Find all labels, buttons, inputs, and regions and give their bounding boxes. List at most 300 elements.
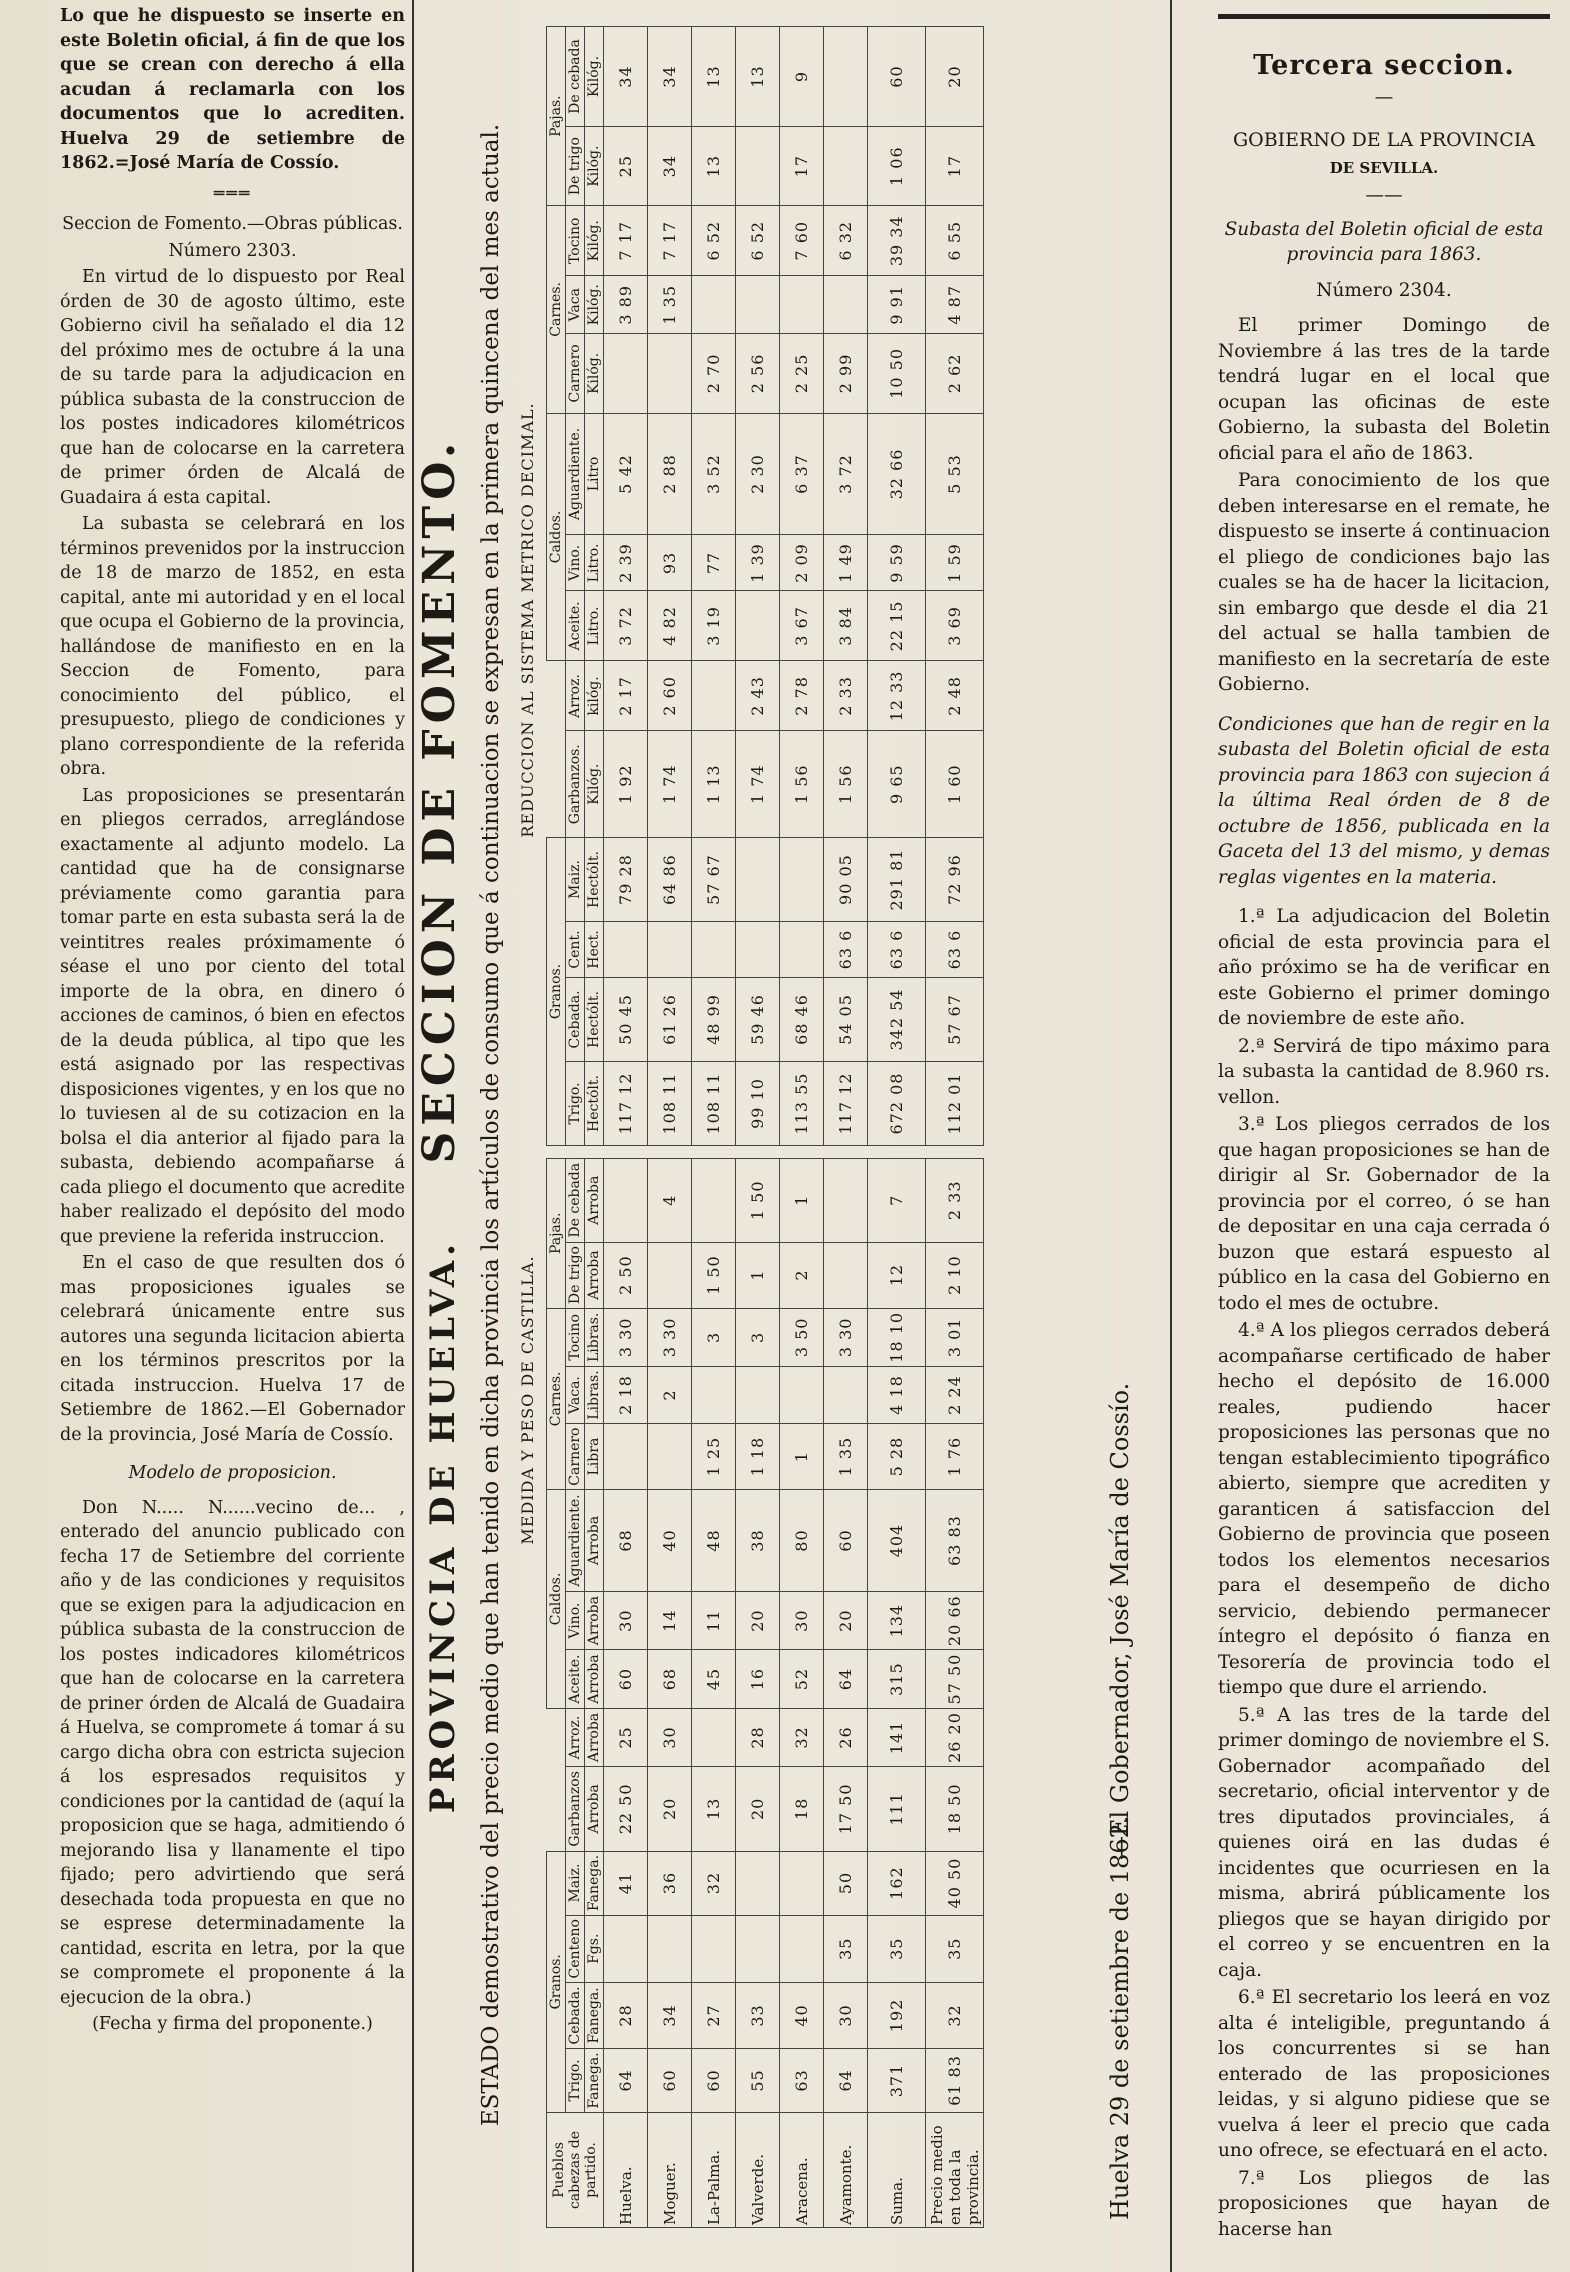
table-cell: 13 bbox=[736, 27, 780, 127]
left-column bbox=[60, 4, 405, 2039]
table-cell: 2 99 bbox=[824, 334, 868, 413]
table-row bbox=[604, 27, 648, 1146]
table-cell: 1 59 bbox=[926, 535, 984, 591]
table-cell bbox=[824, 276, 868, 334]
unit-left-col: Fanega. bbox=[585, 1982, 604, 2048]
unit-left-col: Libras. bbox=[585, 1308, 604, 1366]
table-cell: 26 bbox=[824, 1708, 868, 1766]
table-cell: 5 42 bbox=[604, 413, 648, 535]
header-right-col: Aceite. bbox=[566, 591, 585, 661]
table-cell: 1 76 bbox=[926, 1424, 984, 1490]
table-cell: 1 56 bbox=[780, 731, 824, 838]
table-cell: 2 78 bbox=[780, 661, 824, 731]
unit-left-col: Fanega. bbox=[585, 2048, 604, 2112]
table-cell: 6 37 bbox=[780, 413, 824, 535]
table-cell: 9 59 bbox=[868, 535, 926, 591]
table-cell bbox=[736, 127, 780, 206]
header-right-col: Tocino bbox=[566, 206, 585, 276]
table-cell: 11 bbox=[692, 1591, 736, 1649]
table-cell bbox=[780, 1367, 824, 1424]
table-cell: 20 bbox=[736, 1767, 780, 1851]
table-cell bbox=[604, 334, 648, 413]
unit-right-col: Kilóg. bbox=[585, 127, 604, 206]
table-cell bbox=[736, 1851, 780, 1915]
table-cell: 34 bbox=[648, 1982, 692, 2048]
notice-number-right: Número 2304. bbox=[1316, 279, 1452, 301]
table-row bbox=[780, 27, 824, 1146]
table-cell: 9 bbox=[780, 27, 824, 127]
table-cell: 50 bbox=[824, 1851, 868, 1915]
header-left-col: Tocino bbox=[566, 1308, 585, 1366]
unit-right-col: Litro. bbox=[585, 591, 604, 661]
table-cell: 93 bbox=[648, 535, 692, 591]
table-cell: 48 99 bbox=[692, 978, 736, 1062]
header-pueblos: Pueblos cabezas de partido. bbox=[547, 2113, 604, 2228]
group-granos: Granos. bbox=[547, 1851, 566, 2112]
table-cell bbox=[692, 922, 736, 978]
table-cell: 32 bbox=[926, 1982, 984, 2048]
table-cell: 113 55 bbox=[780, 1062, 824, 1146]
rotated-price-table-block bbox=[406, 10, 1206, 2240]
table-cell: 4 18 bbox=[868, 1367, 926, 1424]
table-cell: 2 39 bbox=[604, 535, 648, 591]
table-cell: 57 50 bbox=[926, 1650, 984, 1708]
table-cell: 16 bbox=[736, 1650, 780, 1708]
table-cell: 20 66 bbox=[926, 1591, 984, 1649]
table-cell: 4 bbox=[648, 1159, 692, 1243]
table-cell bbox=[604, 1424, 648, 1490]
unit-right-col: Hectólt. bbox=[585, 838, 604, 922]
table-cell: 2 bbox=[648, 1367, 692, 1424]
table-subtitle: ESTADO demostrativo del precio medio que han tenido en dicha provincia los artículos de consumo que á continuacion se expresan en la primera quincena del mes actual. bbox=[478, 123, 504, 2127]
table-cell: 4 82 bbox=[648, 591, 692, 661]
header-right-col: Aguardiente. bbox=[566, 413, 585, 535]
table-cell: 3 bbox=[736, 1308, 780, 1366]
unit-right-col: Litro bbox=[585, 413, 604, 535]
row-town-name: La-Palma. bbox=[692, 2113, 736, 2228]
table-cell: 35 bbox=[868, 1915, 926, 1982]
table-cell: 13 bbox=[692, 1767, 736, 1851]
table-cell: 50 45 bbox=[604, 978, 648, 1062]
right-paragraph-1: El primer Domingo de Noviembre á las tres de la tarde tendrá lugar en el local que ocupan las oficinas de este Gobierno, la subasta del Boletin oficial para el año de 1863. bbox=[1218, 315, 1550, 464]
table-cell: 6 32 bbox=[824, 206, 868, 276]
table-cell: 2 60 bbox=[648, 661, 692, 731]
table-cell: 17 bbox=[780, 127, 824, 206]
table-cell: 7 17 bbox=[604, 206, 648, 276]
table-cell: 7 60 bbox=[780, 206, 824, 276]
table-cell bbox=[824, 1159, 868, 1243]
unit-right-col: Hectólt. bbox=[585, 1062, 604, 1146]
table-cell: 3 89 bbox=[604, 276, 648, 334]
table-cell: 2 48 bbox=[926, 661, 984, 731]
table-cell: 371 bbox=[868, 2048, 926, 2112]
table-cell bbox=[692, 276, 736, 334]
table-cell: 90 05 bbox=[824, 838, 868, 922]
table-cell: 3 72 bbox=[604, 591, 648, 661]
unit-left-col: Fgs. bbox=[585, 1915, 604, 1982]
table-cell: 52 bbox=[780, 1650, 824, 1708]
table-cell: 2 56 bbox=[736, 334, 780, 413]
caption-metric: REDUCCION AL SISTEMA METRICO DECIMAL. bbox=[518, 402, 537, 838]
table-cell bbox=[780, 276, 824, 334]
row-town-name: Aracena. bbox=[780, 2113, 824, 2228]
header-left-col: De trigo bbox=[566, 1242, 585, 1308]
section-title: SECCION DE FOMENTO. bbox=[414, 436, 465, 1164]
table-cell: 1 13 bbox=[692, 731, 736, 838]
table-cell: 3 72 bbox=[824, 413, 868, 535]
table-cell: 112 01 bbox=[926, 1062, 984, 1146]
condition-3: 3.ª Los pliegos cerrados de los que hagan proposiciones se han de dirigir al Sr. Gobernador de la provincia por el correo, ó se han de depositar en una caja cerrada ó buzon que estará espuesto al público en la casa del Gobierno en todo el mes de octubre. bbox=[1218, 1114, 1550, 1314]
table-cell: 3 30 bbox=[604, 1308, 648, 1366]
table-cell: 18 50 bbox=[926, 1767, 984, 1851]
table-cell: 25 bbox=[604, 1708, 648, 1766]
header-left-col: Trigo. bbox=[566, 2048, 585, 2112]
header-right-col: Cent. bbox=[566, 922, 585, 978]
table-cell: 3 67 bbox=[780, 591, 824, 661]
table-row bbox=[604, 1159, 648, 2228]
table-cell bbox=[692, 1915, 736, 1982]
table-cell: 108 11 bbox=[648, 1062, 692, 1146]
table-cell bbox=[648, 922, 692, 978]
paragraph-3: Las proposiciones se presentarán en pliegos cerrados, arreglándose exactamente al adjunto modelo. La cantidad que ha de consignarse préviamente como garantia para tomar parte en esta subasta será la de veintitres reales próximamente ó séase el uno por ciento del total importe de la obra, en dinero ó acciones de caminos, ó bien en efectos de la deuda pública, al tipo que les está asignado por las respectivas disposiciones vigentes, y en los que no lo tuviesen al de su cotizacion en la bolsa el dia anterior al fijado para la subasta, debiendo acompañarse á cada pliego el documento que acredite haber realizado el depósito del modo que previene la referida instruccion. bbox=[60, 785, 405, 1247]
unit-left-col: Libra bbox=[585, 1424, 604, 1490]
conditions-heading: Condiciones que han de regir en la subasta del Boletin oficial de esta provincia para 1863 con sujecion á la última Real órden de 8 de octubre de 1856, publicada en la Gaceta del 13 del mismo, y demas reglas vigentes en la materia. bbox=[1218, 713, 1550, 888]
condition-4: 4.ª A los pliegos cerrados deberá acompañarse certificado de haber hecho el depósito de 16.000 reales, pudiendo hacer proposiciones las personas que no tengan establecimiento tipográfico abierto, siempre que acrediten y garanticen á satisfaccion del Gobierno de provincia que poseen todos los elementos necesarios para el desempeño de dicho servicio, debiendo permanecer íntegro el depósito ó fianza en Tesorería de provincia todo el tiempo que dure el arriendo. bbox=[1218, 1320, 1550, 1698]
header-left-col: Arroz. bbox=[566, 1708, 585, 1766]
table-cell: 63 6 bbox=[824, 922, 868, 978]
intro-paragraph: Lo que he dispuesto se inserte en este Boletin oficial, á fin de que los que se crean con derecho á ella acudan á reclamarla con los documentos que lo acrediten. Huelva 29 de setiembre de 1862.=José María de Cossío. bbox=[60, 6, 405, 173]
table-cell bbox=[736, 1915, 780, 1982]
header-right-col: Maiz. bbox=[566, 838, 585, 922]
table-cell: 3 50 bbox=[780, 1308, 824, 1366]
table-row bbox=[868, 1159, 926, 2228]
section-header: Tercera seccion. bbox=[1253, 50, 1515, 81]
table-cell: 36 bbox=[648, 1851, 692, 1915]
top-rule bbox=[1218, 14, 1550, 19]
table-cell: 30 bbox=[648, 1708, 692, 1766]
table-cell bbox=[824, 27, 868, 127]
table-cell bbox=[736, 922, 780, 978]
signature-line: (Fecha y firma del proponente.) bbox=[92, 2014, 373, 2034]
table-cell bbox=[692, 1159, 736, 1243]
unit-right-col: Kilóg. bbox=[585, 27, 604, 127]
table-cell: 134 bbox=[868, 1591, 926, 1649]
table-row bbox=[868, 27, 926, 1146]
table-cell bbox=[824, 1242, 868, 1308]
table-cell: 1 74 bbox=[736, 731, 780, 838]
table-cell bbox=[648, 1242, 692, 1308]
table-cell: 17 50 bbox=[824, 1767, 868, 1851]
table-cell bbox=[648, 334, 692, 413]
table-cell: 2 24 bbox=[926, 1367, 984, 1424]
paragraph-5: Don N..... N......vecino de... , enterado del anuncio publicado con fecha 17 de Setiembre del corriente año y de las condiciones y requisitos que se exigen para la adjudicacion en pública subasta de la construccion de los postes indicadores kilométricos que han de colocarse en la carretera de priner órden de Alcalá de Guadaira á Huelva, se compromete á tomar á su cargo dicha obra con estricta sujecion á los espresados requisitos y condiciones por la cantidad de (aquí la proposicion que se haga, admitiendo ó mejorando lisa y llanamente el tipo fijado; pero advirtiendo que será desechada toda propuesta en que no se esprese determinadamente la cantidad, escrita en letra, por la que se compromete el proponente á la ejecucion de la obra.) bbox=[60, 1497, 405, 2008]
header-right-col: Trigo. bbox=[566, 1062, 585, 1146]
header-left-col: Vino. bbox=[566, 1591, 585, 1649]
table-cell: 672 08 bbox=[868, 1062, 926, 1146]
footer-date: Huelva 29 de setiembre de 1862. bbox=[1106, 1815, 1134, 2220]
table-cell: 99 10 bbox=[736, 1062, 780, 1146]
row-town-name: Moguer. bbox=[648, 2113, 692, 2228]
table-cell: 18 10 bbox=[868, 1308, 926, 1366]
table-cell: 1 35 bbox=[824, 1424, 868, 1490]
table-row bbox=[736, 1159, 780, 2228]
table-row bbox=[824, 1159, 868, 2228]
table-cell bbox=[648, 1424, 692, 1490]
table-castilla bbox=[546, 1158, 984, 2228]
table-cell: 1 50 bbox=[692, 1242, 736, 1308]
table-cell: 25 bbox=[604, 127, 648, 206]
table-cell: 22 50 bbox=[604, 1767, 648, 1851]
table-cell: 63 6 bbox=[868, 922, 926, 978]
table-cell: 2 18 bbox=[604, 1367, 648, 1424]
table-cell: 2 30 bbox=[736, 413, 780, 535]
table-cell: 34 bbox=[648, 127, 692, 206]
header-right-col: Carnero bbox=[566, 334, 585, 413]
table-cell: 60 bbox=[648, 2048, 692, 2112]
table-cell: 9 65 bbox=[868, 731, 926, 838]
table-cell: 54 05 bbox=[824, 978, 868, 1062]
table-cell: 57 67 bbox=[692, 838, 736, 922]
table-cell: 64 86 bbox=[648, 838, 692, 922]
table-cell bbox=[736, 591, 780, 661]
header-left-col: Garbanzos bbox=[566, 1767, 585, 1851]
table-cell: 3 52 bbox=[692, 413, 736, 535]
table-cell: 141 bbox=[868, 1708, 926, 1766]
table-cell: 32 bbox=[692, 1851, 736, 1915]
table-cell: 1 35 bbox=[648, 276, 692, 334]
header-left-col: Cebada. bbox=[566, 1982, 585, 2048]
notice-number: Número 2303. bbox=[168, 240, 297, 261]
table-cell: 48 bbox=[692, 1490, 736, 1592]
unit-left-col: Arroba bbox=[585, 1159, 604, 1243]
table-cell: 35 bbox=[824, 1915, 868, 1982]
table-cell: 1 39 bbox=[736, 535, 780, 591]
table-cell: 35 bbox=[926, 1915, 984, 1982]
table-cell: 61 83 bbox=[926, 2048, 984, 2112]
province-title: PROVINCIA DE HUELVA. bbox=[423, 1239, 463, 1814]
table-cell: 77 bbox=[692, 535, 736, 591]
header-left-col: De cebada bbox=[566, 1159, 585, 1243]
table-cell: 315 bbox=[868, 1650, 926, 1708]
table-cell bbox=[824, 1367, 868, 1424]
table-row bbox=[692, 27, 736, 1146]
condition-1: 1.ª La adjudicacion del Boletin oficial de esta provincia para el año próximo se ha de verificar en este Gobierno el primer domingo de noviembre de este año. bbox=[1218, 906, 1550, 1029]
table-cell: 59 46 bbox=[736, 978, 780, 1062]
table-cell bbox=[692, 661, 736, 731]
header-left-col: Carnero bbox=[566, 1424, 585, 1490]
unit-right-col: Kilóg. bbox=[585, 276, 604, 334]
government-subtitle: DE SEVILLA. bbox=[1329, 158, 1439, 177]
table-cell: 2 10 bbox=[926, 1242, 984, 1308]
table-cell bbox=[824, 127, 868, 206]
table-cell: 32 66 bbox=[868, 413, 926, 535]
header-right-col: Vaca bbox=[566, 276, 585, 334]
table-cell: 34 bbox=[604, 27, 648, 127]
row-town-name: Valverde. bbox=[736, 2113, 780, 2228]
paragraph-4: En el caso de que resulten dos ó mas proposiciones iguales se celebrará únicamente entre sus autores una segunda licitacion abierta en los términos prescritos por la citada instruccion. Huelva 17 de Setiembre de 1862.—El Gobernador de la provincia, José María de Cossío. bbox=[60, 1253, 405, 1445]
table-cell bbox=[604, 1159, 648, 1243]
table-cell: 28 bbox=[604, 1982, 648, 2048]
table-cell: 20 bbox=[824, 1591, 868, 1649]
condition-7: 7.ª Los pliegos de las proposiciones que hayan de hacerse han bbox=[1218, 2167, 1550, 2240]
table-cell bbox=[780, 1915, 824, 1982]
table-metric bbox=[546, 26, 984, 1146]
table-cell: 18 bbox=[780, 1767, 824, 1851]
group-carnes-metric: Carnes. bbox=[547, 206, 566, 413]
unit-right-col: Kilóg. bbox=[585, 334, 604, 413]
model-title: Modelo de proposicion. bbox=[128, 1463, 337, 1483]
table-cell: 28 bbox=[736, 1708, 780, 1766]
header-right-col: De cebada bbox=[566, 27, 585, 127]
header-right-col: Cebada. bbox=[566, 978, 585, 1062]
table-cell bbox=[604, 922, 648, 978]
table-cell bbox=[648, 1915, 692, 1982]
table-cell: 3 19 bbox=[692, 591, 736, 661]
group-pajas-metric: Pajas. bbox=[547, 27, 566, 206]
table-cell: 60 bbox=[868, 27, 926, 127]
table-cell: 6 55 bbox=[926, 206, 984, 276]
table-cell: 40 bbox=[648, 1490, 692, 1592]
table-cell: 3 69 bbox=[926, 591, 984, 661]
table-row bbox=[692, 1159, 736, 2228]
header-left-col: Aguardiente. bbox=[566, 1490, 585, 1592]
table-cell: 3 01 bbox=[926, 1308, 984, 1366]
table-cell: 3 84 bbox=[824, 591, 868, 661]
table-cell: 20 bbox=[926, 27, 984, 127]
table-cell: 2 88 bbox=[648, 413, 692, 535]
table-cell: 5 28 bbox=[868, 1424, 926, 1490]
table-cell: 2 33 bbox=[824, 661, 868, 731]
table-cell: 3 30 bbox=[648, 1308, 692, 1366]
table-cell: 1 bbox=[780, 1159, 824, 1243]
table-cell: 38 bbox=[736, 1490, 780, 1592]
header-dash: — bbox=[1374, 86, 1394, 108]
row-town-name: Ayamonte. bbox=[824, 2113, 868, 2228]
table-cell: 1 bbox=[780, 1424, 824, 1490]
table-cell: 2 33 bbox=[926, 1159, 984, 1243]
table-row bbox=[736, 27, 780, 1146]
table-cell: 63 bbox=[780, 2048, 824, 2112]
table-row bbox=[648, 1159, 692, 2228]
table-cell: 6 52 bbox=[736, 206, 780, 276]
group-granos-metric: Granos. bbox=[547, 838, 566, 1146]
table-cell: 2 17 bbox=[604, 661, 648, 731]
table-cell bbox=[604, 1915, 648, 1982]
table-cell: 5 53 bbox=[926, 413, 984, 535]
table-title bbox=[414, 10, 465, 2240]
unit-right-col: Hectólt. bbox=[585, 978, 604, 1062]
condition-2: 2.ª Servirá de tipo máximo para la subasta la cantidad de 8.960 rs. vellon. bbox=[1218, 1035, 1550, 1108]
table-cell: 4 87 bbox=[926, 276, 984, 334]
table-cell: 63 6 bbox=[926, 922, 984, 978]
table-cell: 68 46 bbox=[780, 978, 824, 1062]
table-cell: 10 50 bbox=[868, 334, 926, 413]
unit-left-col: Fanega. bbox=[585, 1851, 604, 1915]
table-cell: 2 70 bbox=[692, 334, 736, 413]
table-cell: 26 20 bbox=[926, 1708, 984, 1766]
section-heading: Seccion de Fomento.—Obras públicas. bbox=[62, 214, 403, 234]
table-cell: 60 bbox=[604, 1650, 648, 1708]
table-cell: 1 06 bbox=[868, 127, 926, 206]
table-cell: 61 26 bbox=[648, 978, 692, 1062]
table-cell: 33 bbox=[736, 1982, 780, 2048]
row-town-name: Suma. bbox=[868, 2113, 926, 2228]
table-cell: 7 17 bbox=[648, 206, 692, 276]
table-cell: 27 bbox=[692, 1982, 736, 2048]
table-row bbox=[824, 27, 868, 1146]
table-cell: 40 bbox=[780, 1982, 824, 2048]
table-cell: 2 25 bbox=[780, 334, 824, 413]
table-cell: 45 bbox=[692, 1650, 736, 1708]
table-cell: 2 43 bbox=[736, 661, 780, 731]
table-cell: 17 bbox=[926, 127, 984, 206]
paragraph-1: En virtud de lo dispuesto por Real órden de 30 de agosto último, este Gobierno civil ha señalado el dia 12 del próximo mes de octubre á la una de su tarde para la adjudicacion en pública subasta de la construccion de los postes indicadores kilométricos que han de colocarse en la carretera de primer órden de Alcalá de Guadaira á esta capital. bbox=[60, 267, 405, 508]
table-cell bbox=[780, 922, 824, 978]
header-right-col: Arroz. bbox=[566, 661, 585, 731]
table-cell: 9 91 bbox=[868, 276, 926, 334]
caption-castilla: MEDIDA Y PESO DE CASTILLA. bbox=[518, 1255, 537, 1545]
table-cell: 192 bbox=[868, 1982, 926, 2048]
table-cell bbox=[692, 1708, 736, 1766]
table-cell: 22 15 bbox=[868, 591, 926, 661]
table-cell: 1 74 bbox=[648, 731, 692, 838]
table-cell: 80 bbox=[780, 1490, 824, 1592]
table-row bbox=[926, 1159, 984, 2228]
unit-left-col: Arroba bbox=[585, 1767, 604, 1851]
table-row bbox=[780, 1159, 824, 2228]
condition-5: 5.ª A las tres de la tarde del primer domingo de noviembre el S. Gobernador acompañado del secretario, oficial interventor y de tres diputados provinciales, á quienes oirá en las dudas é incidentes que ocurriesen en la misma, abrirá públicamente los pliegos que se hayan dirigido por el correo y se encuentren en la caja. bbox=[1218, 1704, 1550, 1981]
table-cell: 117 12 bbox=[604, 1062, 648, 1146]
table-cell: 13 bbox=[692, 27, 736, 127]
unit-left-col: Arroba bbox=[585, 1650, 604, 1708]
row-town-name: Huelva. bbox=[604, 2113, 648, 2228]
table-row bbox=[648, 27, 692, 1146]
table-cell: 41 bbox=[604, 1851, 648, 1915]
table-cell: 72 96 bbox=[926, 838, 984, 922]
table-cell: 60 bbox=[824, 1490, 868, 1592]
unit-right-col: Litro. bbox=[585, 535, 604, 591]
table-cell bbox=[780, 838, 824, 922]
table-cell: 2 62 bbox=[926, 334, 984, 413]
subasta-heading: Subasta del Boletin oficial de esta provincia para 1863. bbox=[1224, 218, 1544, 265]
table-cell: 68 bbox=[648, 1650, 692, 1708]
government-title: GOBIERNO DE LA PROVINCIA bbox=[1232, 129, 1536, 151]
table-cell: 1 92 bbox=[604, 731, 648, 838]
table-cell: 1 18 bbox=[736, 1424, 780, 1490]
table-cell: 1 bbox=[736, 1242, 780, 1308]
header-right-col: Vino. bbox=[566, 535, 585, 591]
row-town-name: Precio medio en toda la provincia. bbox=[926, 2113, 984, 2228]
table-cell bbox=[736, 276, 780, 334]
table-cell: 30 bbox=[780, 1591, 824, 1649]
footer-signature: —El Gobernador, José María de Cossío. bbox=[1106, 1382, 1134, 1860]
separator: ═══ bbox=[213, 183, 252, 204]
unit-right-col: Hect. bbox=[585, 922, 604, 978]
table-cell: 3 30 bbox=[824, 1308, 868, 1366]
unit-left-col: Libras. bbox=[585, 1367, 604, 1424]
unit-right-col: Kilóg. bbox=[585, 206, 604, 276]
table-cell: 1 49 bbox=[824, 535, 868, 591]
table-cell: 14 bbox=[648, 1591, 692, 1649]
table-cell: 1 56 bbox=[824, 731, 868, 838]
table-cell: 20 bbox=[736, 1591, 780, 1649]
header-left-col: Aceite. bbox=[566, 1650, 585, 1708]
table-row bbox=[926, 27, 984, 1146]
table-cell: 13 bbox=[692, 127, 736, 206]
condition-6: 6.ª El secretario los leerá en voz alta é inteligible, preguntando á los concurrentes si se han enterado de las proposiciones leidas, y si alguno pidiese que se vuelva á leer el precio que cada uno ofrece, se efectuará en el acto. bbox=[1218, 1987, 1550, 2161]
table-cell: 60 bbox=[692, 2048, 736, 2112]
table-cell: 64 bbox=[824, 2048, 868, 2112]
